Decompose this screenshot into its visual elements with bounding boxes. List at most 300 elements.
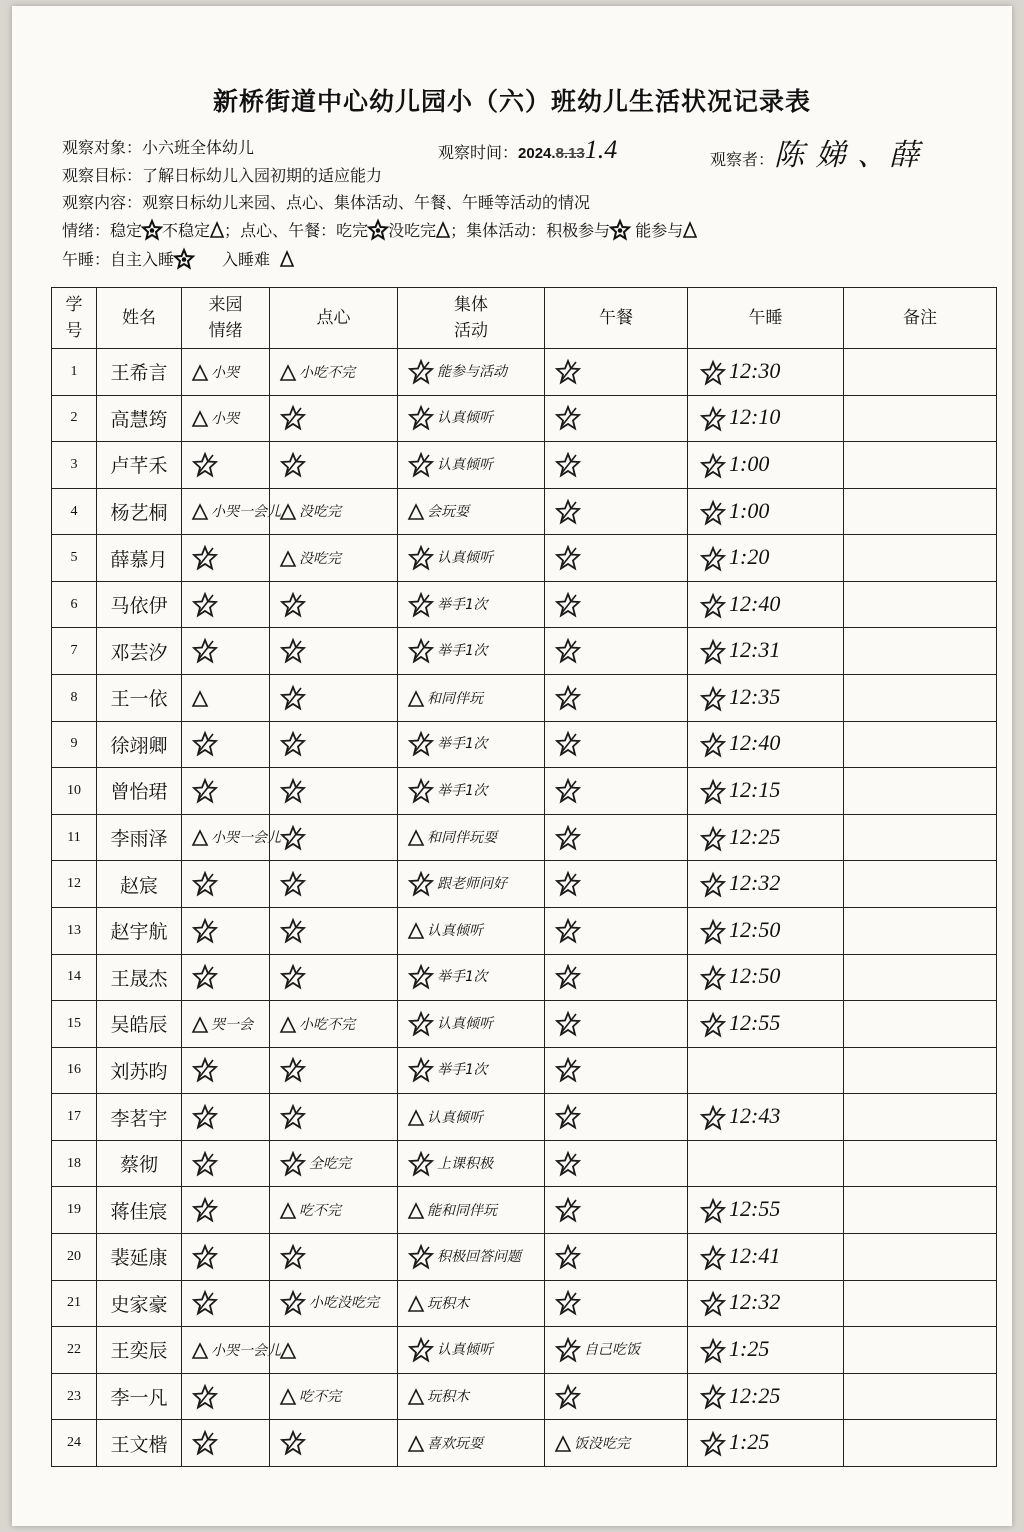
mark-holder (700, 1289, 729, 1314)
triangle-icon (280, 250, 294, 268)
group-cell (398, 1047, 545, 1094)
star-flower-icon (280, 825, 306, 851)
triangle-icon (408, 1202, 424, 1220)
triangle-icon (408, 1388, 424, 1406)
star-flower-icon (555, 1290, 581, 1316)
snack-label: 点心、午餐： (240, 221, 337, 240)
star-flower-icon (700, 826, 726, 852)
group-cell (398, 628, 545, 675)
star-flower-icon (280, 1057, 306, 1083)
mark-holder (280, 362, 299, 381)
snack-cell (270, 1373, 398, 1420)
arrival-cell (182, 1140, 270, 1187)
star-flower-icon (555, 638, 581, 664)
lunch-cell (545, 581, 688, 628)
mark-holder (555, 641, 584, 660)
nap-cell (688, 768, 844, 815)
snack-cell (270, 1001, 398, 1048)
student-name: 王一依 (97, 675, 182, 722)
nap-time: 1:25 (729, 1429, 770, 1455)
arrival-cell (182, 1094, 270, 1141)
nap-cell (688, 1420, 844, 1467)
arrival-cell-note: 小哭 (211, 364, 239, 381)
student-name: 王文楷 (97, 1420, 182, 1467)
triangle-icon (192, 364, 208, 382)
triangle-icon (192, 1342, 208, 1360)
col-header-nap: 午睡 (688, 288, 844, 349)
snack-cell (270, 1187, 398, 1234)
mark-holder (555, 1386, 584, 1405)
student-no: 12 (52, 861, 97, 908)
self-sleep-label: 自主入睡 (110, 250, 175, 269)
mark-holder (700, 1383, 729, 1408)
group-cell-note: 举手1次 (437, 596, 488, 613)
snack-cell (270, 488, 398, 535)
mark-holder (555, 1060, 584, 1079)
mark-holder (280, 687, 309, 706)
group-cell-note: 能参与活动 (437, 363, 507, 380)
nap-cell (688, 721, 844, 768)
star-flower-icon (192, 964, 218, 990)
arrival-cell (182, 1420, 270, 1467)
triangle-icon (192, 503, 208, 521)
snack-cell (270, 535, 398, 582)
nap-time: 12:32 (729, 1289, 781, 1315)
star-flower-icon (280, 918, 306, 944)
mark-holder (555, 1153, 584, 1172)
snack-cell (270, 1233, 398, 1280)
remark-cell (844, 1047, 997, 1094)
col-header-group (398, 288, 545, 349)
star-flower-icon (555, 1197, 581, 1223)
mark-holder (700, 777, 729, 802)
student-no: 21 (52, 1280, 97, 1327)
remark-cell (844, 1233, 997, 1280)
triangle-icon (210, 221, 224, 239)
mark-holder (280, 454, 309, 473)
mark-holder (192, 641, 221, 660)
snack-cell (270, 907, 398, 954)
mark-holder (555, 920, 584, 939)
group-cell-note: 举手1次 (437, 1062, 488, 1079)
nap-cell (688, 1233, 844, 1280)
star-flower-icon (408, 1244, 434, 1270)
star-flower-icon (700, 453, 726, 479)
nap-cell (688, 349, 844, 396)
group-cell-note: 认真倾听 (437, 550, 493, 567)
table-row (52, 395, 997, 442)
star-flower-icon (192, 592, 218, 618)
mark-holder (555, 501, 584, 520)
group-cell (398, 1140, 545, 1187)
mark-holder (280, 827, 309, 846)
student-no: 13 (52, 907, 97, 954)
snack-cell (270, 1047, 398, 1094)
arrival-cell (182, 1373, 270, 1420)
unstable-label: 不稳定 (162, 221, 211, 240)
nap-cell (688, 1327, 844, 1374)
lunch-cell (545, 535, 688, 582)
mark-holder (555, 1339, 584, 1358)
remark-cell (844, 395, 997, 442)
group-label: 集体活动： (466, 221, 547, 240)
star-flower-icon (555, 405, 581, 431)
triangle-icon (280, 364, 296, 382)
group-cell (398, 488, 545, 535)
table-row (52, 721, 997, 768)
remark-cell (844, 1373, 997, 1420)
content-label: 观察内容： (62, 193, 143, 212)
snack-cell (270, 349, 398, 396)
mark-holder (280, 920, 309, 939)
table-row (52, 768, 997, 815)
group-cell-note: 举手1次 (437, 969, 488, 986)
student-name: 马依伊 (97, 581, 182, 628)
mark-holder (700, 1429, 729, 1454)
star-flower-icon (555, 778, 581, 804)
group-cell-note: 和同伴玩耍 (427, 830, 497, 847)
mark-holder (192, 874, 221, 893)
lunch-cell (545, 1187, 688, 1234)
nap-time: 12:35 (729, 683, 781, 709)
star-flower-icon (610, 220, 630, 240)
mark-holder (192, 1153, 221, 1172)
remark-cell (844, 1187, 997, 1234)
table-row (52, 488, 997, 535)
remark-cell (844, 675, 997, 722)
group-cell-note: 认真倾听 (437, 1341, 493, 1358)
group-cell (398, 954, 545, 1001)
mark-holder (408, 921, 427, 940)
arrival-cell (182, 954, 270, 1001)
star-flower-icon (700, 639, 726, 665)
group-cell (398, 1187, 545, 1234)
group-cell-note: 举手1次 (437, 782, 488, 799)
arrival-cell (182, 349, 270, 396)
star-flower-icon (555, 731, 581, 757)
nap-time: 12:25 (729, 823, 781, 849)
star-flower-icon (555, 1337, 581, 1363)
student-name: 刘苏昀 (97, 1047, 182, 1094)
mark-holder (192, 1107, 221, 1126)
star-flower-icon (408, 452, 434, 478)
nap-cell (688, 628, 844, 675)
nap-cell (688, 814, 844, 861)
mark-holder (280, 1387, 299, 1406)
nap-time: 12:41 (729, 1242, 781, 1268)
mark-holder (280, 874, 309, 893)
goal-label: 观察目标： (62, 166, 143, 185)
nap-cell (688, 442, 844, 489)
student-no: 23 (52, 1373, 97, 1420)
snack-cell (270, 442, 398, 489)
star-flower-icon (408, 778, 434, 804)
triangle-icon (280, 503, 296, 521)
student-no: 16 (52, 1047, 97, 1094)
student-name: 王晟杰 (97, 954, 182, 1001)
nap-cell (688, 581, 844, 628)
snack-cell (270, 581, 398, 628)
mark-holder (280, 1200, 299, 1219)
star-flower-icon (555, 592, 581, 618)
triangle-icon (192, 410, 208, 428)
mark-holder (555, 827, 584, 846)
mark-holder (192, 1433, 221, 1452)
not-finished-label: 没吃完 (388, 221, 437, 240)
mark-holder (192, 454, 221, 473)
star-flower-icon (408, 592, 434, 618)
star-flower-icon (555, 685, 581, 711)
arrival-cell-note: 小哭一会儿 (211, 504, 281, 521)
triangle-icon (408, 503, 424, 521)
snack-cell-note: 全吃完 (309, 1155, 351, 1172)
star-flower-icon (192, 1104, 218, 1130)
group-cell (398, 395, 545, 442)
star-flower-icon (555, 825, 581, 851)
nap-time: 1:25 (729, 1335, 770, 1361)
col-header-remark: 备注 (844, 288, 997, 349)
star-flower-icon (700, 1431, 726, 1457)
student-name: 李一凡 (97, 1373, 182, 1420)
mark-holder (408, 1339, 437, 1358)
group-cell (398, 535, 545, 582)
lunch-cell (545, 1373, 688, 1420)
mark-holder (700, 824, 729, 849)
star-flower-icon (700, 1291, 726, 1317)
star-flower-icon (280, 638, 306, 664)
content-value: 观察日标幼儿来园、点心、集体活动、午餐、午睡等活动的情况 (142, 193, 591, 212)
table-row (52, 349, 997, 396)
group-cell (398, 1094, 545, 1141)
snack-cell (270, 395, 398, 442)
star-flower-icon (555, 1057, 581, 1083)
mark-holder (192, 967, 221, 986)
student-name: 徐翊卿 (97, 721, 182, 768)
mark-holder (192, 1060, 221, 1079)
mark-holder (700, 358, 729, 383)
star-flower-icon (280, 592, 306, 618)
snack-cell (270, 1094, 398, 1141)
mark-holder (408, 734, 437, 753)
star-flower-icon (408, 871, 434, 897)
mark-holder (555, 874, 584, 893)
remark-cell (844, 814, 997, 861)
star-flower-icon (192, 1151, 218, 1177)
mark-holder (700, 1103, 729, 1128)
star-flower-icon (555, 499, 581, 525)
star-flower-icon (408, 638, 434, 664)
group-cell-note: 跟老师问好 (437, 876, 507, 893)
remark-cell (844, 1280, 997, 1327)
triangle-icon (408, 922, 424, 940)
mark-holder (555, 1433, 574, 1452)
triangle-icon (280, 1342, 296, 1360)
mark-holder (555, 594, 584, 613)
nap-time: 12:50 (729, 963, 781, 989)
student-no: 20 (52, 1233, 97, 1280)
snack-cell-note: 没吃完 (299, 504, 341, 521)
star-flower-icon (700, 1105, 726, 1131)
student-no: 7 (52, 628, 97, 675)
student-name: 赵宇航 (97, 907, 182, 954)
remark-cell (844, 1327, 997, 1374)
remark-cell (844, 535, 997, 582)
remark-cell (844, 861, 997, 908)
lunch-cell (545, 1047, 688, 1094)
page-title: 新桥街道中心幼儿园小（六）班幼儿生活状况记录表 (212, 87, 811, 116)
mark-holder (700, 1336, 729, 1361)
lunch-cell (545, 488, 688, 535)
mark-holder (280, 502, 299, 521)
object-label: 观察对象： (62, 138, 143, 157)
arrival-cell (182, 907, 270, 954)
legend-line-2 (62, 247, 294, 270)
table-row (52, 675, 997, 722)
group-cell (398, 1233, 545, 1280)
group-cell-note: 积极回答问题 (437, 1248, 521, 1265)
mark-holder (192, 780, 221, 799)
nap-cell (688, 1094, 844, 1141)
student-name: 蒋佳宸 (97, 1187, 182, 1234)
mark-holder (280, 1107, 309, 1126)
student-name: 吴皓辰 (97, 1001, 182, 1048)
student-name: 杨艺桐 (97, 488, 182, 535)
remark-cell (844, 1140, 997, 1187)
star-flower-icon (700, 593, 726, 619)
col-header-name: 姓名 (97, 288, 182, 349)
star-flower-icon (700, 1198, 726, 1224)
col-header-lunch: 午餐 (545, 288, 688, 349)
group-cell (398, 1420, 545, 1467)
remark-cell (844, 349, 997, 396)
star-flower-icon (192, 1057, 218, 1083)
star-flower-icon (280, 1430, 306, 1456)
group-cell (398, 349, 545, 396)
lunch-cell (545, 1001, 688, 1048)
group-cell (398, 1327, 545, 1374)
lunch-cell (545, 395, 688, 442)
snack-cell (270, 1140, 398, 1187)
mark-holder (700, 1243, 729, 1268)
stable-label: 稳定 (110, 221, 143, 240)
mark-holder (555, 454, 584, 473)
snack-cell-note: 小吃不完 (299, 1016, 355, 1033)
arrival-cell-note: 哭一会 (211, 1016, 253, 1033)
group-cell-note: 玩积木 (427, 1296, 469, 1313)
arrival-cell (182, 675, 270, 722)
star-flower-icon (142, 220, 162, 240)
arrival-cell (182, 1233, 270, 1280)
student-name: 赵宸 (97, 861, 182, 908)
snack-cell (270, 861, 398, 908)
mark-holder (555, 361, 584, 380)
table-row (52, 581, 997, 628)
mark-holder (192, 920, 221, 939)
lunch-cell-note: 自己吃饭 (584, 1341, 640, 1358)
star-flower-icon (700, 872, 726, 898)
mark-holder (700, 1196, 729, 1221)
nap-time: 1:00 (729, 450, 770, 476)
star-flower-icon (174, 249, 194, 269)
mark-holder (408, 1013, 437, 1032)
star-flower-icon (408, 405, 434, 431)
lunch-cell (545, 1280, 688, 1327)
table-body (52, 349, 997, 1467)
table-row (52, 1420, 997, 1467)
mark-holder (700, 1010, 729, 1035)
group-cell-note: 喜欢玩耍 (427, 1435, 483, 1452)
mark-holder (192, 409, 211, 428)
mark-holder (192, 688, 211, 707)
student-name: 李雨泽 (97, 814, 182, 861)
arrival-cell-note: 小哭一会儿 (211, 830, 281, 847)
mark-holder (408, 641, 437, 660)
star-flower-icon (700, 500, 726, 526)
table-row (52, 442, 997, 489)
student-no: 11 (52, 814, 97, 861)
table-row (52, 907, 997, 954)
mark-holder (408, 828, 427, 847)
group-cell-note: 认真倾听 (427, 1109, 483, 1126)
arrival-cell (182, 721, 270, 768)
mark-holder (192, 502, 211, 521)
lunch-cell (545, 628, 688, 675)
star-flower-icon (408, 1151, 434, 1177)
star-flower-icon (408, 359, 434, 385)
mark-holder (192, 1293, 221, 1312)
arrival-cell (182, 488, 281, 535)
goal-line (62, 163, 382, 186)
student-no: 9 (52, 721, 97, 768)
star-flower-icon (700, 686, 726, 712)
student-no: 1 (52, 349, 97, 396)
student-no: 17 (52, 1094, 97, 1141)
table-row (52, 1233, 997, 1280)
mark-holder (408, 454, 437, 473)
lunch-cell (545, 768, 688, 815)
triangle-icon (280, 550, 296, 568)
remark-cell (844, 581, 997, 628)
arrival-cell (182, 1001, 270, 1048)
student-no: 4 (52, 488, 97, 535)
group-cell (398, 814, 545, 861)
table-row (52, 1001, 997, 1048)
mark-holder (280, 1293, 309, 1312)
star-flower-icon (280, 1244, 306, 1270)
mark-holder (408, 548, 437, 567)
nap-time: 12:15 (729, 777, 781, 803)
table-row (52, 861, 997, 908)
mark-holder (555, 1293, 584, 1312)
mark-holder (408, 1433, 427, 1452)
mark-holder (280, 780, 309, 799)
hard-sleep-label: 入睡难 (222, 250, 271, 269)
lunch-cell (545, 1094, 688, 1141)
mark-holder (700, 544, 729, 569)
observer-label: 观察者： (710, 150, 775, 169)
remark-cell (844, 907, 997, 954)
arrival-cell-note: 小哭 (211, 411, 239, 428)
mark-holder (192, 1386, 221, 1405)
triangle-icon (408, 829, 424, 847)
nap-cell (688, 861, 844, 908)
group-cell (398, 861, 545, 908)
arrival-cell (182, 1187, 270, 1234)
arrival-cell (182, 1327, 281, 1374)
nap-cell (688, 1187, 844, 1234)
time-label: 观察时间： (438, 143, 519, 162)
group-cell (398, 1373, 545, 1420)
